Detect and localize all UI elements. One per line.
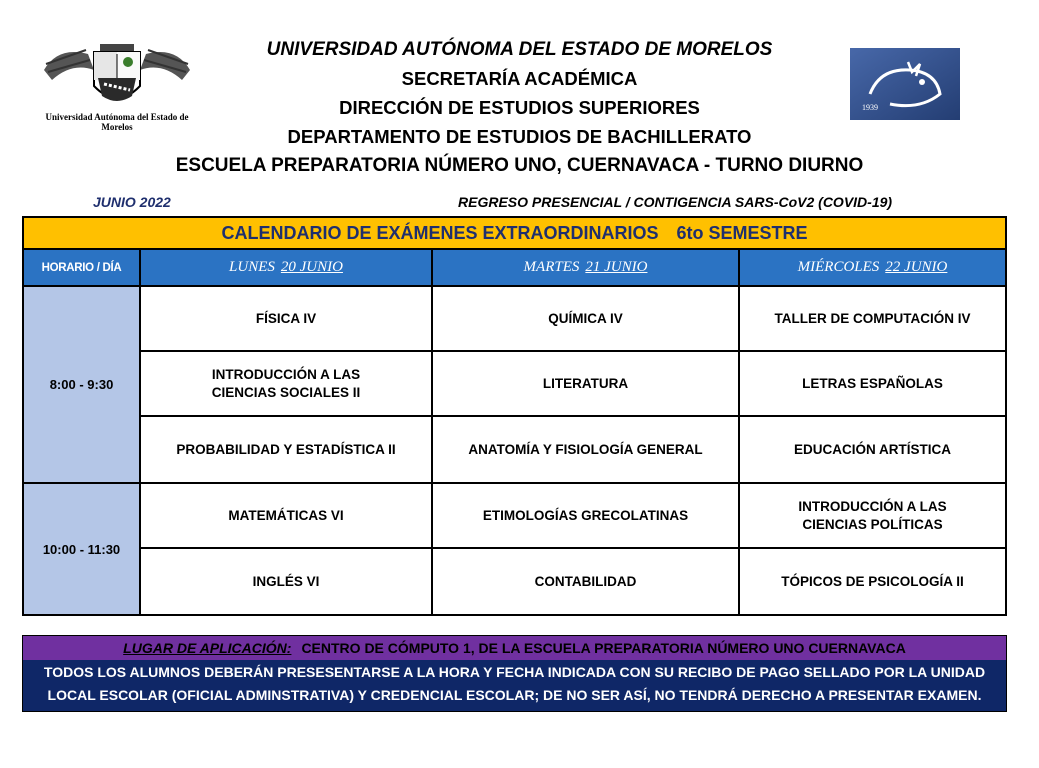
exam-cell: MATEMÁTICAS VI: [141, 484, 433, 547]
school-logo-year: 1939: [862, 103, 878, 112]
exam-cell: ANATOMÍA Y FISIOLOGÍA GENERAL: [433, 417, 740, 482]
table-row: [141, 549, 1005, 614]
context-label: REGRESO PRESENCIAL / CONTIGENCIA SARS-CoV2 (COVID-19): [458, 194, 893, 210]
exam-cell: FÍSICA IV: [141, 287, 433, 350]
day-name: LUNES: [229, 259, 275, 275]
place-band: [23, 636, 1006, 660]
day-header-wednesday: [740, 250, 1005, 285]
exam-cell: INGLÉS VI: [141, 549, 433, 614]
semester-label: 6to SEMESTRE: [676, 223, 808, 243]
day-header-monday: [141, 250, 433, 285]
time-slot: 10:00 - 11:30: [24, 484, 141, 614]
exam-cell: EDUCACIÓN ARTÍSTICA: [794, 441, 951, 457]
table-row: [141, 352, 1005, 417]
calendar-title: CALENDARIO DE EXÁMENES EXTRAORDINARIOS: [221, 223, 659, 243]
notice-text: TODOS LOS ALUMNOS DEBERÁN PRESESENTARSE A LA HORA Y FECHA INDICADA CON SU RECIBO DE PAGO SELLADO POR LA UNIDAD LOCAL ESCOLAR (OFICIAL ADMINSTRATIVA) Y CREDENCIAL ESCOLAR; DE NO SER ASÍ, NO TENDRÁ DERECHO A PRESENTAR EXAMEN.: [23, 660, 1006, 711]
table-row: [141, 417, 1005, 482]
logo-caption: Universidad Autónoma del Estado de Morelos: [45, 112, 189, 132]
exam-cell: CONTABILIDAD: [433, 549, 740, 614]
day-header-tuesday: [433, 250, 740, 285]
application-info-box: [22, 635, 1007, 712]
day-name: MARTES: [523, 259, 580, 275]
direction-title: DIRECCIÓN DE ESTUDIOS SUPERIORES: [339, 97, 700, 118]
time-block-1: [24, 287, 1005, 484]
day-date: 20 JUNIO: [280, 259, 343, 275]
table-row: [141, 484, 1005, 549]
university-title: UNIVERSIDAD AUTÓNOMA DEL ESTADO DE MORELOS: [266, 39, 773, 60]
exam-cell: ETIMOLOGÍAS GRECOLATINAS: [433, 484, 740, 547]
exam-cell: QUÍMICA IV: [433, 287, 740, 350]
document-header: [0, 35, 1039, 180]
exam-cell: PROBABILIDAD Y ESTADÍSTICA II: [141, 417, 433, 482]
place-label: LUGAR DE APLICACIÓN:: [123, 640, 292, 656]
table-row: [141, 287, 1005, 352]
exam-cell: INTRODUCCIÓN A LAS CIENCIAS SOCIALES II: [141, 352, 433, 415]
day-name: MIÉRCOLES: [797, 259, 880, 275]
day-header-row: [24, 250, 1005, 287]
exam-calendar-table: [22, 216, 1007, 616]
secretariat-title: SECRETARÍA ACADÉMICA: [401, 68, 638, 89]
day-date: 21 JUNIO: [585, 259, 648, 275]
time-slot: 8:00 - 9:30: [24, 287, 141, 482]
exam-cell: TÓPICOS DE PSICOLOGÍA II: [781, 573, 964, 589]
exam-cell: INTRODUCCIÓN A LAS CIENCIAS POLÍTICAS: [798, 498, 947, 532]
department-title: DEPARTAMENTO DE ESTUDIOS DE BACHILLERATO: [287, 126, 752, 147]
place-value: CENTRO DE CÓMPUTO 1, DE LA ESCUELA PREPARATORIA NÚMERO UNO CUERNAVACA: [301, 640, 906, 656]
hour-day-header: HORARIO / DÍA: [24, 250, 141, 285]
school-title: ESCUELA PREPARATORIA NÚMERO UNO, CUERNAVACA - TURNO DIURNO: [175, 155, 864, 176]
time-block-2: [24, 484, 1005, 614]
day-date: 22 JUNIO: [885, 259, 948, 275]
exam-cell: LITERATURA: [433, 352, 740, 415]
month-label: JUNIO 2022: [93, 194, 171, 210]
exam-cell: LETRAS ESPAÑOLAS: [802, 375, 943, 391]
exam-cell: TALLER DE COMPUTACIÓN IV: [774, 310, 971, 326]
calendar-title-band: [24, 218, 1005, 250]
